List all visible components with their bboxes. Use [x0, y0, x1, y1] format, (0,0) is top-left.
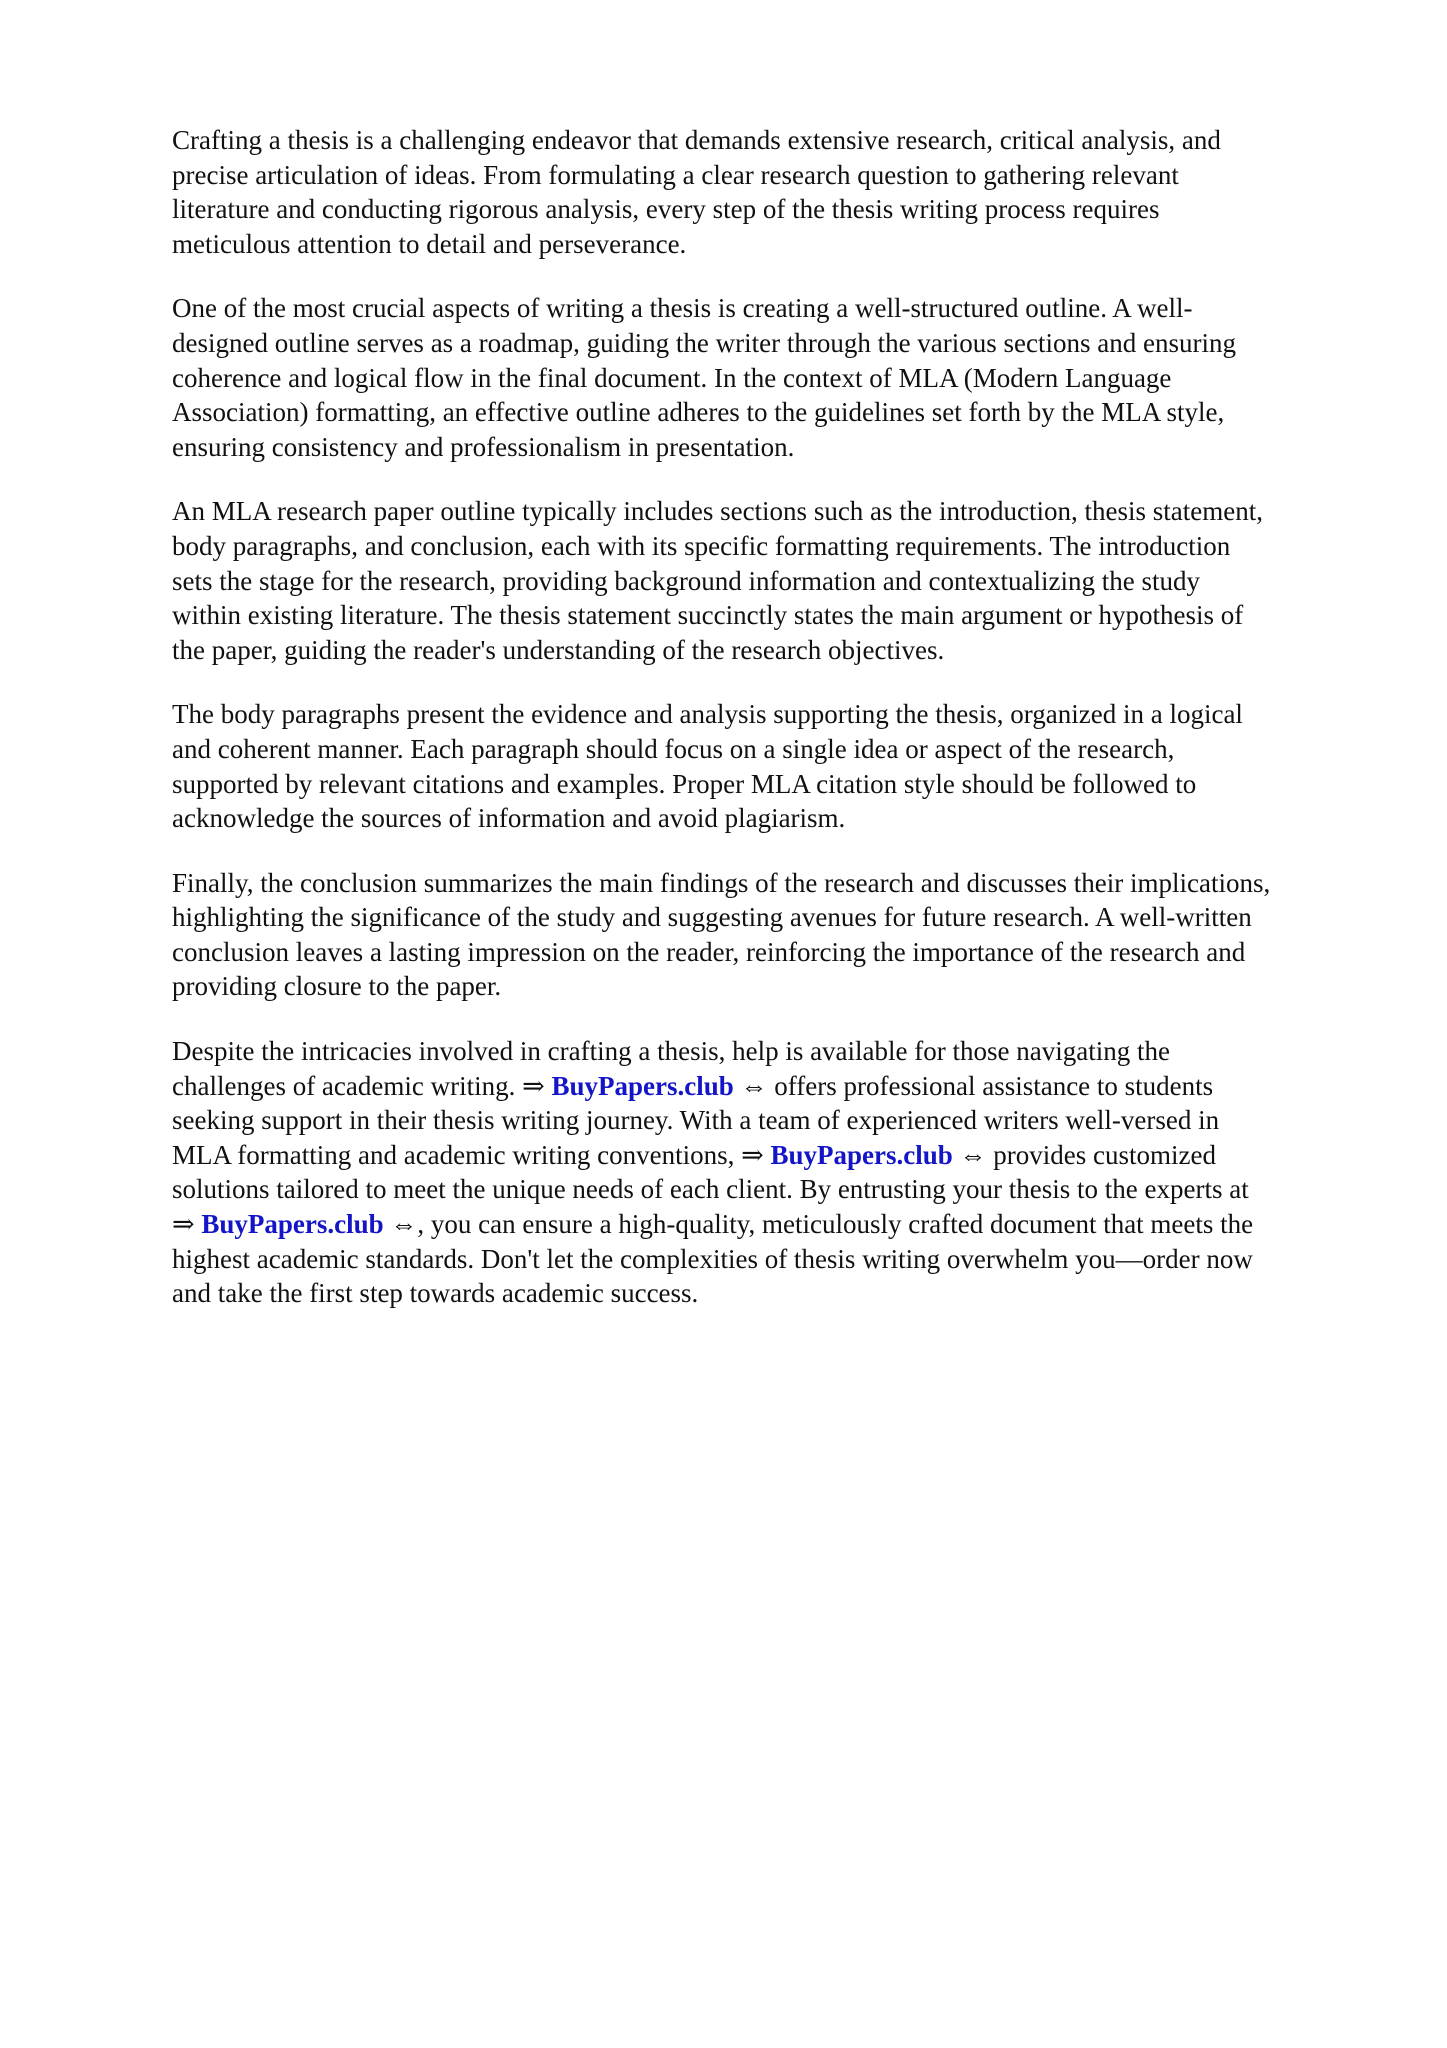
- text-line: and take the first step towards academic success.: [172, 1278, 699, 1309]
- paragraph-conclusion: [172, 866, 1372, 1004]
- text-line: body paragraphs, and conclusion, each with its specific formatting requirements. The introduction: [172, 530, 1231, 561]
- text-line: supported by relevant citations and examples. Proper MLA citation style should be followed to: [172, 768, 1197, 799]
- text-line: sets the stage for the research, providing background information and contextualizing the study: [172, 565, 1200, 596]
- buypapers-link[interactable]: BuyPapers.club: [201, 1209, 384, 1240]
- text-line: highlighting the significance of the study and suggesting avenues for future research. A well-written: [172, 902, 1252, 933]
- text-line: The body paragraphs present the evidence and analysis supporting the thesis, organized in a logical: [172, 699, 1243, 730]
- text-segment: offers professional assistance to students: [767, 1070, 1214, 1101]
- text-line: [172, 1207, 1372, 1242]
- text-line: providing closure to the paper.: [172, 971, 502, 1002]
- text-line: An MLA research paper outline typically includes sections such as the introduction, thesis statement,: [172, 496, 1263, 527]
- paragraph-intro: [172, 123, 1372, 261]
- text-line: Crafting a thesis is a challenging endeavor that demands extensive research, critical analysis, and: [172, 125, 1221, 155]
- text-segment: provides customized: [986, 1139, 1216, 1170]
- document-page: [172, 123, 1372, 1341]
- text-segment: MLA formatting and academic writing conventions,: [172, 1139, 742, 1170]
- left-right-double-arrow-icon: ⇔: [959, 1139, 987, 1170]
- text-line: Association) formatting, an effective outline adheres to the guidelines set forth by the MLA style,: [172, 397, 1225, 428]
- text-line: highest academic standards. Don't let the complexities of thesis writing overwhelm you—order now: [172, 1243, 1253, 1274]
- text-line: designed outline serves as a roadmap, guiding the writer through the various sections and ensuring: [172, 327, 1236, 358]
- left-right-double-arrow-icon: ⇔: [740, 1070, 768, 1101]
- text-line: Despite the intricacies involved in crafting a thesis, help is available for those navigating the: [172, 1036, 1170, 1067]
- text-line: the paper, guiding the reader's understanding of the research objectives.: [172, 634, 945, 665]
- text-segment: , you can ensure a high-quality, meticulously crafted document that meets the: [417, 1209, 1254, 1240]
- text-line: within existing literature. The thesis statement succinctly states the main argument or hypothesis of: [172, 600, 1244, 631]
- paragraph-promo: [172, 1034, 1372, 1311]
- right-double-arrow-icon: ⇒: [172, 1209, 195, 1240]
- text-line: [172, 1069, 1372, 1104]
- text-line: solutions tailored to meet the unique needs of each client. By entrusting your thesis to the experts at: [172, 1174, 1249, 1205]
- text-line: conclusion leaves a lasting impression on the reader, reinforcing the importance of the research and: [172, 936, 1246, 967]
- buypapers-link[interactable]: BuyPapers.club: [770, 1139, 953, 1170]
- buypapers-link[interactable]: BuyPapers.club: [551, 1070, 734, 1101]
- text-line: One of the most crucial aspects of writing a thesis is creating a well-structured outline. A well-: [172, 293, 1193, 324]
- text-line: coherence and logical flow in the final document. In the context of MLA (Modern Language: [172, 362, 1172, 393]
- text-line: literature and conducting rigorous analysis, every step of the thesis writing process requires: [172, 194, 1160, 225]
- text-line: and coherent manner. Each paragraph should focus on a single idea or aspect of the research,: [172, 733, 1175, 764]
- right-double-arrow-icon: ⇒: [522, 1070, 545, 1101]
- text-line: acknowledge the sources of information and avoid plagiarism.: [172, 803, 846, 834]
- text-line: Finally, the conclusion summarizes the main findings of the research and discusses their implications,: [172, 867, 1271, 898]
- paragraph-body: [172, 697, 1372, 835]
- text-line: ensuring consistency and professionalism in presentation.: [172, 431, 795, 462]
- text-line: [172, 1138, 1372, 1173]
- paragraph-outline: [172, 291, 1372, 464]
- text-segment: challenges of academic writing.: [172, 1070, 523, 1101]
- left-right-double-arrow-icon: ⇔: [390, 1209, 418, 1240]
- right-double-arrow-icon: ⇒: [741, 1139, 764, 1170]
- text-line: precise articulation of ideas. From formulating a clear research question to gathering relevant: [172, 159, 1179, 190]
- text-line: meticulous attention to detail and perseverance.: [172, 228, 687, 259]
- paragraph-mla-outline: [172, 494, 1372, 667]
- text-line: seeking support in their thesis writing journey. With a team of experienced writers well-versed in: [172, 1105, 1220, 1136]
